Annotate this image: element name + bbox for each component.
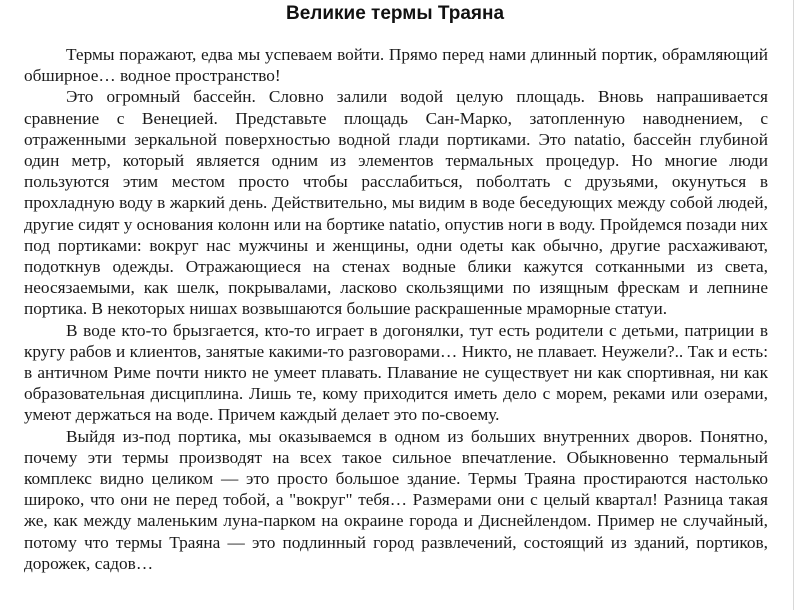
paragraph: В воде кто-то брызгается, кто-то играет в догонялки, тут есть родители с детьми, патриции в кругу рабов и клиентов, занятые какими-то разговорами… Никто, не плавает. Неужели?.. Так и есть: в античном Риме почти никто не умеет плавать. Плавание не существует ни как спортивная, ни как образовательная дисциплина. Лишь те, кому приходится иметь дело с морем, реками или озерами, умеют держаться на воде. Причем каждый делает это по-своему. [24, 320, 768, 425]
page-edge [793, 0, 800, 610]
document-title: Великие термы Траяна [285, 3, 505, 24]
document-body [24, 44, 768, 574]
paragraph: Это огромный бассейн. Словно залили водой целую площадь. Вновь напрашивается сравнение с Венецией. Представьте площадь Сан-Марко, затопленную наводнением, с отраженными зеркальной поверхностью водной глади портиками. Это natatio, бассейн глубиной один метр, который является одним из элементов термальных процедур. Но многие люди пользуются этим местом просто чтобы расслабиться, поболтать с друзьями, окунуться в прохладную воду в жаркий день. Действительно, мы видим в воде беседующих между собой людей, другие сидят у основания колонн или на бортике natatio, опустив ноги в воду. Пройдемся позади них под портиками: вокруг нас мужчины и женщины, одни одеты как обычно, другие расхаживают, подоткнув одежды. Отражающиеся на стенах водные блики кажутся сотканными из света, неосязаемыми, как шелк, покрывалами, ласково скользящими по изящным фрескам и лепнине портика. В некоторых нишах возвышаются большие раскрашенные мраморные статуи. [24, 87, 768, 319]
paragraph: Выйдя из-под портика, мы оказываемся в одном из больших внутренних дворов. Понятно, почему эти термы производят на всех такое сильное впечатление. Обыкновенно термальный комплекс видно целиком — это просто большое здание. Термы Траяна простираются настолько широко, что они не перед тобой, а "вокруг" тебя… Размерами они с целый квартал! Разница такая же, как между маленьким луна-парком на окраине города и Диснейлендом. Пример не случайный, потому что термы Траяна — это подлинный город развлечений, состоящий из зданий, портиков, дорожек, садов… [24, 426, 768, 573]
paragraph: Термы поражают, едва мы успеваем войти. Прямо перед нами длинный портик, обрамляющий обширное… водное пространство! [24, 45, 768, 86]
